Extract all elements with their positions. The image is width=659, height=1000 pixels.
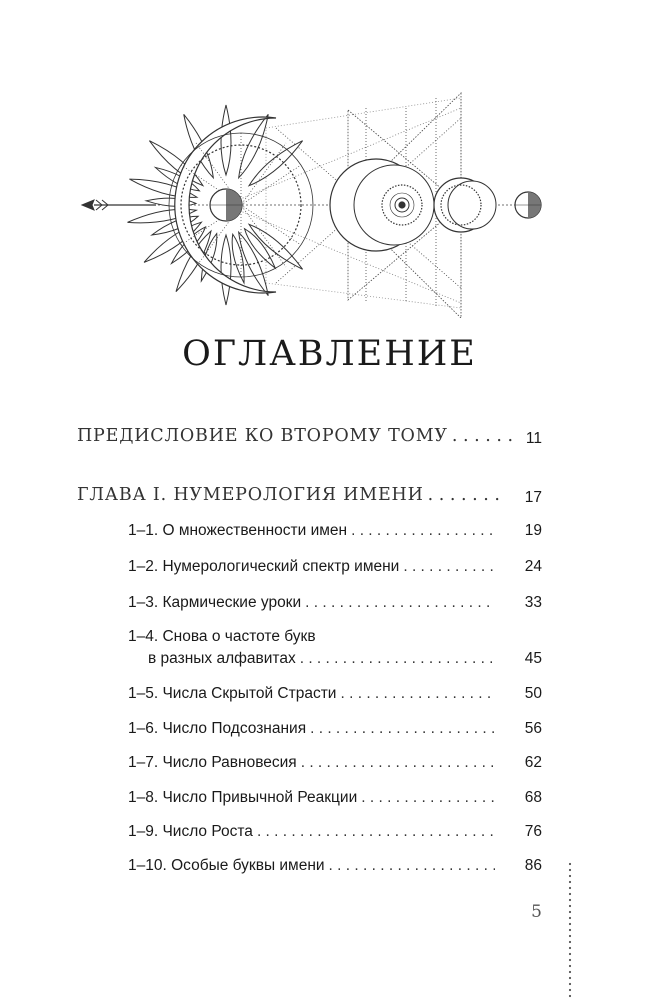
edge-dot [569,953,571,955]
toc-entry-label: 1–8. Число Привычной Реакции [128,789,358,806]
arrow-icon [82,200,156,210]
edge-dot [569,959,571,961]
toc-entry-page: 33 [524,594,542,611]
small-sphere-icon [515,192,541,218]
edge-dot [569,905,571,907]
toc-entry-page: 24 [524,558,542,575]
toc-entry-1-4[interactable] [148,650,499,668]
toc-entry-label: 1–7. Число Равновесия [128,754,297,771]
edge-dot [569,869,571,871]
toc-entry-page: 11 [525,430,542,447]
edge-dot [569,995,571,997]
toc-entry-page: 19 [524,522,542,539]
edge-dot [569,983,571,985]
edge-dot [569,917,571,919]
toc-entry-1-6[interactable] [128,720,499,738]
edge-dot [569,887,571,889]
toc-entry-label: 1–5. Числа Скрытой Страсти [128,685,337,702]
toc-entry-page: 50 [524,685,542,702]
leader-dots [300,650,495,668]
toc-entry-label: 1–6. Число Подсознания [128,720,307,737]
sphere-icon [210,189,242,221]
edge-dot [569,935,571,937]
leader-dots [305,594,495,612]
crescent-moon-small [434,178,496,232]
edge-dot [569,911,571,913]
leader-dots [351,522,495,540]
edge-dot [569,971,571,973]
toc-entry-label: 1–9. Число Роста [128,823,253,840]
toc-entry-label: ПРЕДИСЛОВИЕ КО ВТОРОМУ ТОМУ [77,426,448,446]
page-title: ОГЛАВЛЕНИЕ [182,334,477,374]
leader-dots [301,754,495,772]
toc-entry-1-3[interactable] [128,594,499,612]
toc-entry-preface[interactable] [77,426,542,446]
toc-entry-1-9[interactable] [128,823,499,841]
leader-dots [428,485,503,505]
toc-entry-1-7[interactable] [128,754,499,772]
toc-entry-1-2[interactable] [128,558,499,576]
toc-entry-page: 68 [524,789,542,806]
edge-dot [569,989,571,991]
toc-entry-page: 17 [524,489,542,506]
edge-dot [569,941,571,943]
edge-dots-decoration [568,862,572,1000]
leader-dots [257,823,495,841]
celestial-illustration [76,88,552,318]
edge-dot [569,947,571,949]
toc-entry-chapter-1[interactable] [77,485,542,505]
edge-dot [569,929,571,931]
toc-entry-label: 1–2. Нумерологический спектр имени [128,558,400,575]
toc-entry-label: ГЛАВА I. НУМЕРОЛОГИЯ ИМЕНИ [77,485,424,505]
edge-dot [569,881,571,883]
toc-entry-label: 1–1. О множественности имен [128,522,348,539]
toc-entry-label: 1–10. Особые буквы имени [128,857,325,874]
leader-dots [403,558,495,576]
toc-entry-1-1[interactable] [128,522,499,540]
toc-entry-1-5[interactable] [128,685,499,703]
leader-dots [310,720,495,738]
toc-entry-page: 56 [524,720,542,737]
toc-entry-1-8[interactable] [128,789,499,807]
toc-entry-1-10[interactable] [128,857,499,875]
leader-dots [361,789,495,807]
edge-dot [569,863,571,865]
toc-entry-label: в разных алфавитах [148,650,296,667]
leader-dots [340,685,495,703]
edge-dot [569,875,571,877]
edge-dot [569,923,571,925]
toc-entry-page: 62 [524,754,542,771]
toc-entry-label: 1–3. Кармические уроки [128,594,302,611]
toc-entry-page: 76 [524,823,542,840]
toc-entry-page: 45 [524,650,542,667]
leader-dots [329,857,495,875]
edge-dot [569,893,571,895]
edge-dot [569,899,571,901]
toc-entry-page: 86 [524,857,542,874]
edge-dot [569,977,571,979]
toc-entry-1-4-line1: 1–4. Снова о частоте букв [128,628,316,645]
edge-dot [569,965,571,967]
crescent-moon-middle [330,159,434,251]
page-number: 5 [531,902,542,922]
